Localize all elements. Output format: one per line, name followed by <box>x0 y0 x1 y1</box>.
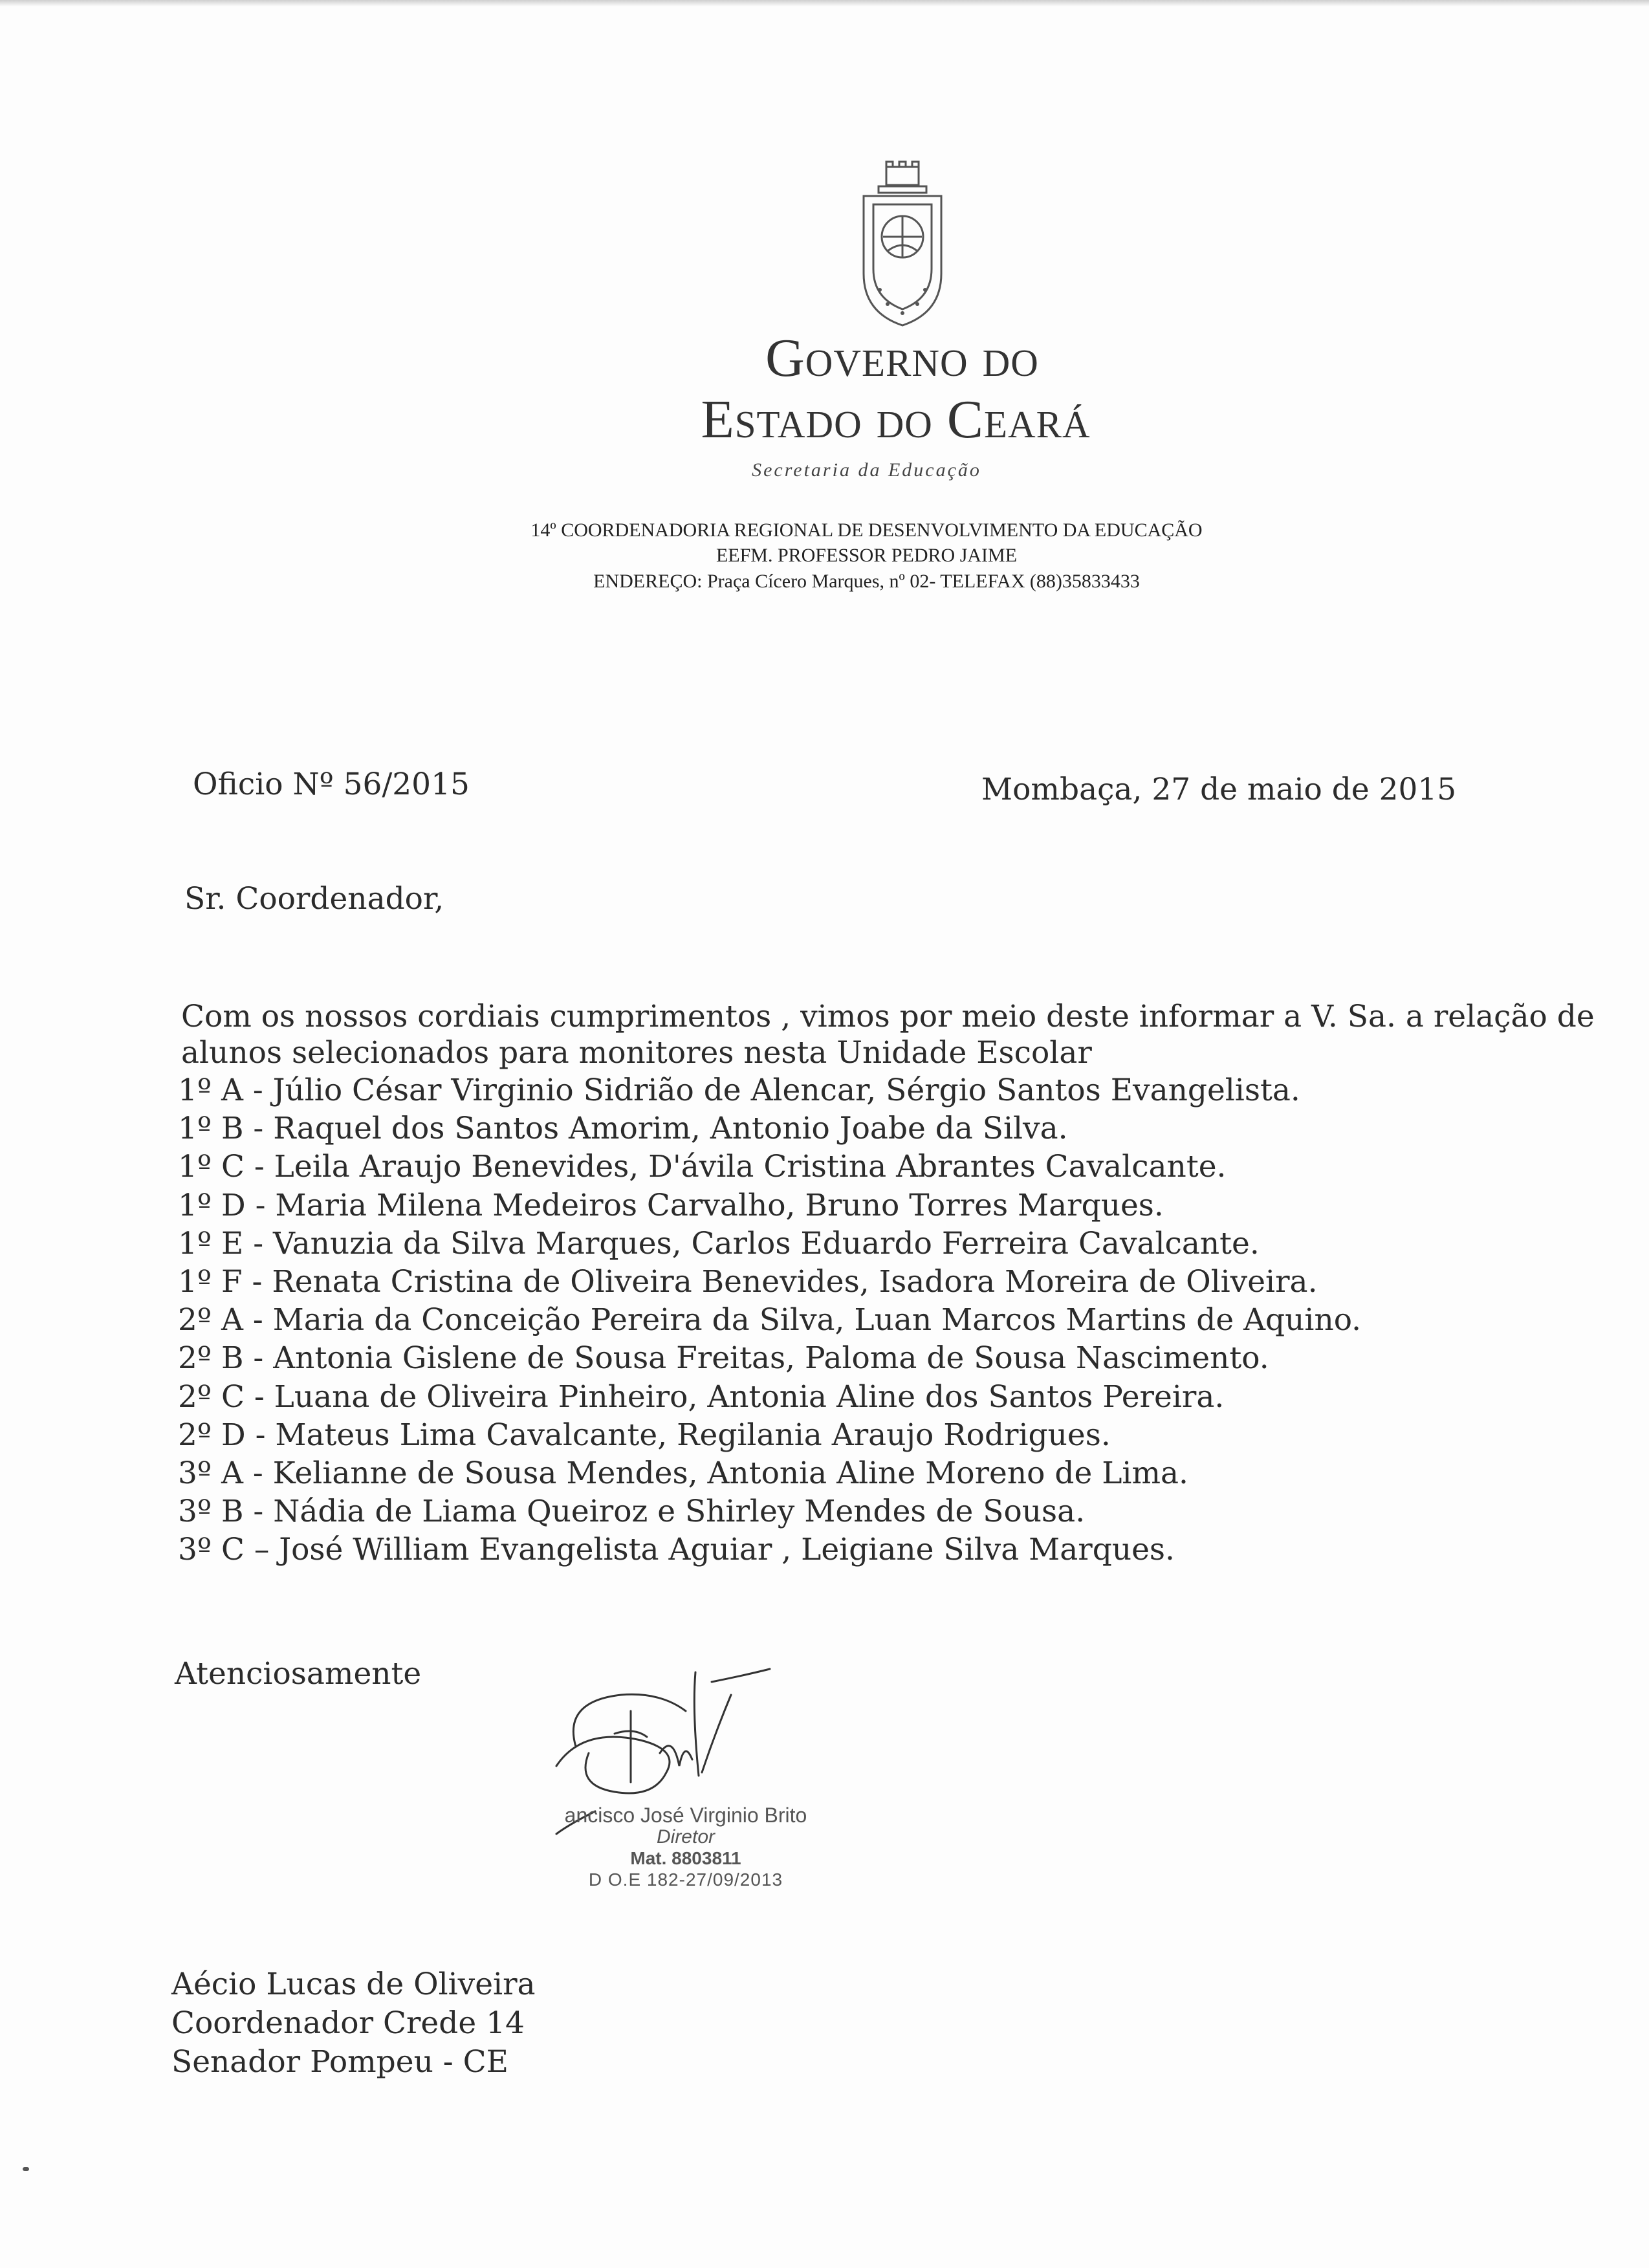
recipient-location: Senador Pompeu - CE <box>171 2044 508 2080</box>
stamp-role: Diretor <box>656 1826 715 1848</box>
list-item: 3º A - Kelianne de Sousa Mendes, Antonia Aline Moreno de Lima. <box>178 1455 1188 1491</box>
list-item: 3º B - Nádia de Liama Queiroz e Shirley Mendes de Sousa. <box>178 1494 1086 1530</box>
recipient-name: Aécio Lucas de Oliveira <box>171 1967 536 2002</box>
ceara-coat-of-arms-icon <box>847 160 957 329</box>
school-name-line: EEFM. PROFESSOR PEDRO JAIME <box>715 545 1018 566</box>
salutation: Sr. Coordenador, <box>184 881 444 917</box>
list-item: 2º C - Luana de Oliveira Pinheiro, Antonia Aline dos Santos Pereira. <box>178 1379 1225 1415</box>
stamp-publication: D O.E 182-27/09/2013 <box>588 1870 783 1890</box>
secretaria-subtitle: Secretaria da Educação <box>752 459 981 481</box>
letter-place-date: Mombaça, 27 de maio de 2015 <box>981 772 1457 807</box>
stamp-name: ancisco José Virginio Brito <box>564 1804 807 1827</box>
stamp-registration: Mat. 8803811 <box>630 1848 741 1868</box>
recipient-title: Coordenador Crede 14 <box>171 2005 525 2041</box>
scan-edge <box>0 0 1649 6</box>
intro-line-1: Com os nossos cordiais cumprimentos , vimos por meio deste informar a V. Sa. a relação de <box>181 999 1595 1034</box>
closing: Atenciosamente <box>175 1656 422 1692</box>
list-item: 1º E - Vanuzia da Silva Marques, Carlos Eduardo Ferreira Cavalcante. <box>178 1225 1260 1261</box>
director-stamp <box>550 1805 822 1890</box>
letter-reference: Oficio Nº 56/2015 <box>193 767 470 802</box>
intro-line-2: alunos selecionados para monitores nesta Unidade Escolar <box>181 1035 1092 1071</box>
list-item: 1º F - Renata Cristina de Oliveira Benevides, Isadora Moreira de Oliveira. <box>178 1263 1318 1300</box>
list-item: 2º A - Maria da Conceição Pereira da Silva, Luan Marcos Martins de Aquino. <box>178 1302 1362 1338</box>
list-item: 1º A - Júlio César Virginio Sidrião de Alencar, Sérgio Santos Evangelista. <box>178 1073 1300 1108</box>
list-item: 3º C – José William Evangelista Aguiar , Leigiane Silva Marques. <box>178 1532 1175 1568</box>
government-title: Governo do <box>765 328 1039 388</box>
list-item: 2º B - Antonia Gislene de Sousa Freitas, Paloma de Sousa Nascimento. <box>178 1340 1269 1377</box>
list-item: 1º D - Maria Milena Medeiros Carvalho, Bruno Torres Marques. <box>178 1187 1164 1223</box>
state-title: Estado do Ceará <box>701 389 1091 450</box>
list-item: 2º D - Mateus Lima Cavalcante, Regilania Araujo Rodrigues. <box>178 1417 1111 1453</box>
monitor-list <box>178 1071 1361 1569</box>
list-item: 1º B - Raquel dos Santos Amorim, Antonio Joabe da Silva. <box>178 1111 1068 1147</box>
school-address-line: ENDEREÇO: Praça Cícero Marques, nº 02- TELEFAX (88)35833433 <box>593 571 1140 592</box>
list-item: 1º C - Leila Araujo Benevides, D'ávila Cristina Abrantes Cavalcante. <box>178 1149 1227 1185</box>
scan-speck <box>23 2167 29 2171</box>
coordination-line: 14º COORDENADORIA REGIONAL DE DESENVOLVIMENTO DA EDUCAÇÃO <box>530 519 1203 541</box>
